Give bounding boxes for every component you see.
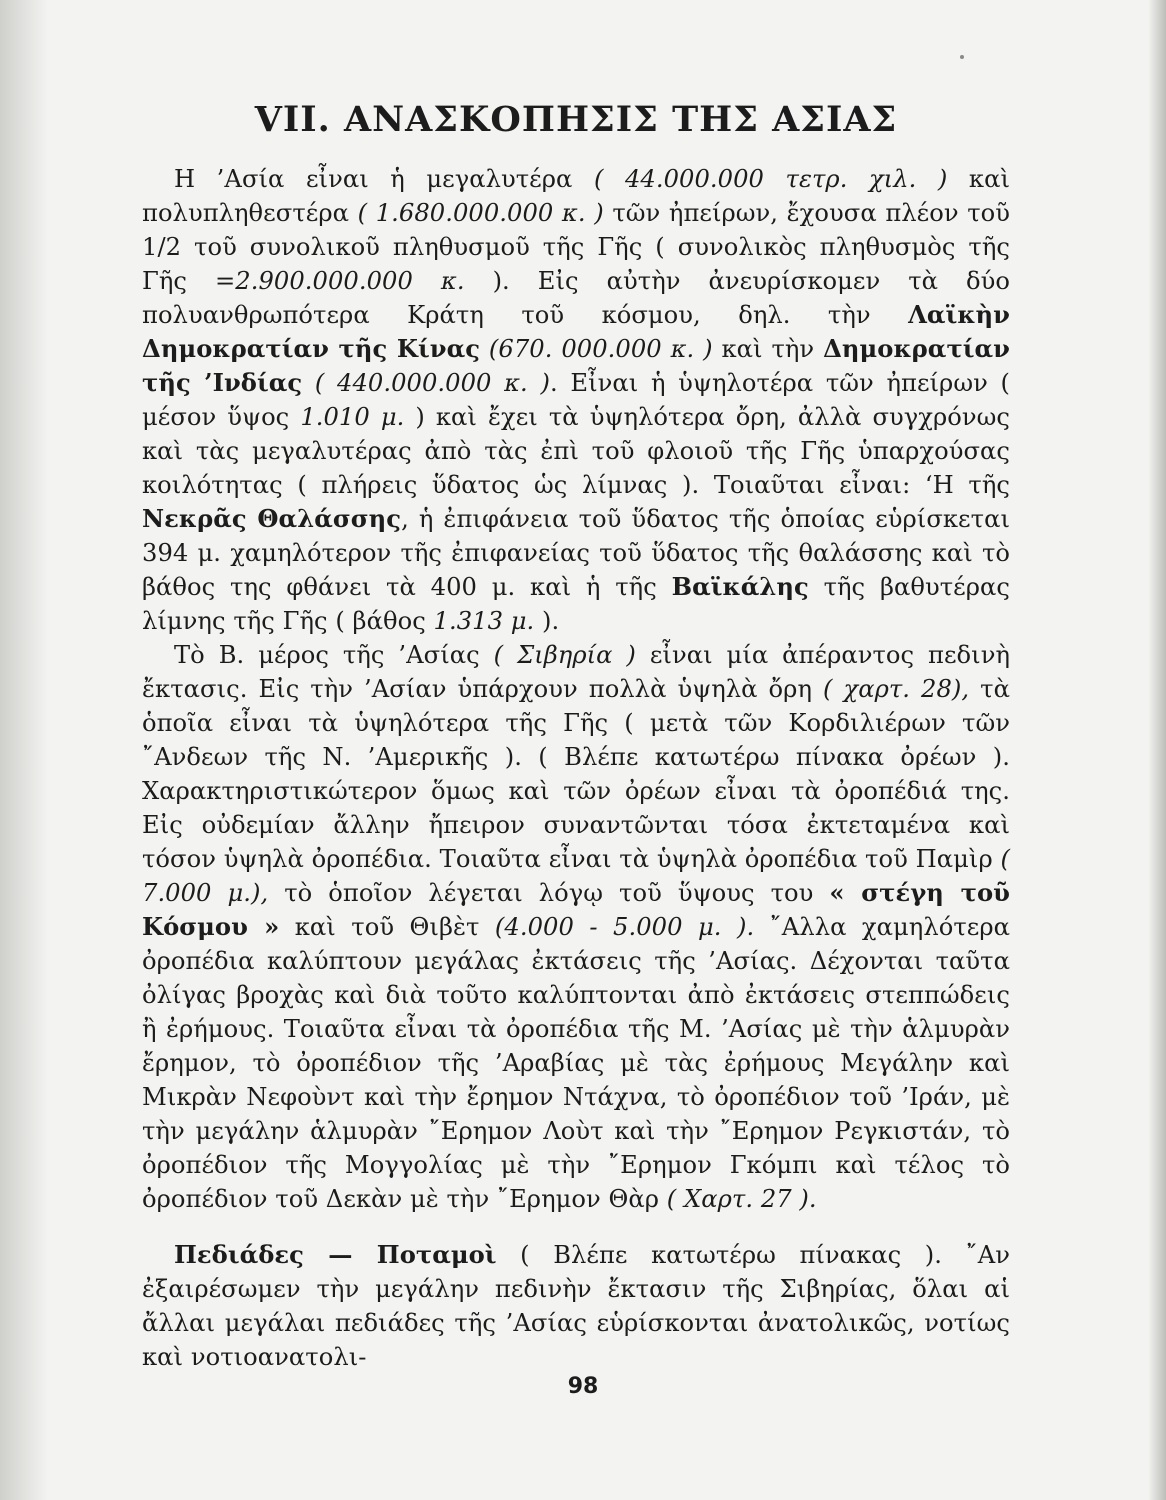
text-run: τὸ ὁποῖον λέγεται λόγῳ τοῦ ὕψους του <box>268 879 830 907</box>
text-run: Πεδιάδες — Ποταμοὶ <box>174 1240 497 1269</box>
text-run: 1.313 μ. <box>433 607 535 635</box>
text-run: 1.010 μ. <box>300 403 405 431</box>
text-run: Βαϊκάλης <box>671 572 809 601</box>
text-run <box>480 335 489 363</box>
text-run: ( Χαρτ. 27 ). <box>666 1185 817 1213</box>
text-run: ( 7.000 μ.), <box>142 845 1010 907</box>
text-run: εἶναι μία ἀπέραντος πεδινὴ ἔκτασις. Εἰς τὴν ’Ασίαν ὑπάρχουν πολλὰ ὑψηλὰ ὄρη <box>142 641 1010 703</box>
text-run: τῆς βαθυτέρας λίμνης τῆς Γῆς ( βάθος <box>142 573 1010 635</box>
text-run: Η ’Ασία εἶναι ἡ μεγαλυτέρα <box>174 165 594 193</box>
text-run: =2.900.000.000 κ. <box>214 267 465 295</box>
text-run: « στέγη τοῦ Κόσμου » <box>142 878 1010 941</box>
text-run: ) καὶ ἔχει τὰ ὑψηλότερα ὄρη, ἀλλὰ συγχρόνως καὶ τὰς μεγαλυτέρας ἀπὸ τὰς ἐπὶ τοῦ φλοιοῦ τῆς Γῆς ὑπαρχούσας κοιλότητας ( πλήρεις ὕδατος ὡς λίμνας ). Τοιαῦται εἶναι: ‘Η τῆς <box>142 403 1010 499</box>
text-run: ( Βλέπε κατωτέρω πίνακας ). ῎Αν ἐξαιρέσωμεν τὴν μεγάλην πεδινὴν ἔκτασιν τῆς Σιβηρίας, ὅλαι αἱ ἄλλαι μεγάλαι πεδιάδες τῆς ’Ασίας εὑρίσκονται ἀνατολικῶς, νοτίως καὶ νοτιοανατολι- <box>142 1241 1010 1371</box>
page-number: 98 <box>567 1374 599 1399</box>
text-run <box>302 369 315 397</box>
text-run: ). Εἰς αὐτὴν ἀνευρίσκομεν τὰ δύο πολυανθρωπότερα Κράτη τοῦ κόσμου, δηλ. τὴν <box>142 267 1011 329</box>
text-run: καὶ πολυπληθεστέρα <box>142 165 1011 227</box>
text-run: καὶ τοῦ Θιβὲτ <box>279 913 495 941</box>
text-run: Νεκρᾶς Θαλάσσης <box>142 504 402 533</box>
text-run: τὰ ὁποῖα εἶναι τὰ ὑψηλότερα τῆς Γῆς ( μετὰ τῶν Κορδιλιέρων τῶν ῎Ανδεων τῆς Ν. ’Αμερικῆς ). ( Βλέπε κατωτέρω πίνακα ὀρέων ). Χαρακτηριστικώτερον ὅμως καὶ τῶν ὀρέων εἶναι τὰ ὀροπέδιά της. Εἰς οὐδεμίαν ἄλλην ἤπειρον συναντῶνται τόσα ἐκτεταμένα καὶ τόσον ὑψηλὰ ὀροπέδια. Τοιαῦτα εἶναι τὰ ὑψηλὰ ὀροπέδια τοῦ Παμὶρ <box>142 675 1010 873</box>
text-run: ῎Αλλα χαμηλότερα ὀροπέδια καλύπτουν μεγάλας ἐκτάσεις τῆς ’Ασίας. Δέχονται ταῦτα ὀλίγας βροχὰς καὶ διὰ τοῦτο καλύπτονται ἀπὸ ἐκτάσεις στεππώδεις ἢ ἐρήμους. Τοιαῦτα εἶναι τὰ ὀροπέδια τῆς Μ. ’Ασίας μὲ τὴν ἁλμυρὰν ἔρημον, τὸ ὀροπέδιον τῆς ’Αραβίας μὲ τὰς ἐρήμους Μεγάλην καὶ Μικρὰν Νεφοὺντ καὶ τὴν ἔρημον Ντάχνα, τὸ ὀροπέδιον τοῦ ’Ιράν, μὲ τὴν μεγάλην ἁλμυρὰν ῎Ερημον Λοὺτ καὶ τὴν ῎Ερημον Ρεγκιστάν, τὸ ὀροπέδιον τῆς Μογγολίας μὲ τὴν ῎Ερημον Γκόμπι καὶ τέλος τὸ ὀροπέδιον τοῦ Δεκὰν μὲ τὴν ῎Ερημον Θὰρ <box>142 913 1010 1213</box>
text-run: (4.000 - 5.000 μ. ). <box>494 913 755 941</box>
chapter-title: VII. ΑΝΑΣΚΟΠΗΣΙΣ ΤΗΣ ΑΣΙΑΣ <box>254 99 898 140</box>
text-run: τῶν ἠπείρων, ἔχουσα πλέον τοῦ 1/2 τοῦ συνολικοῦ πληθυσμοῦ τῆς Γῆς ( συνολικὸς πληθυσμὸς τῆς Γῆς <box>142 199 1011 295</box>
paragraph-1 <box>142 162 1010 638</box>
text-run: ( Σιβηρία ) <box>493 641 636 669</box>
text-run: , ἡ ἐπιφάνεια τοῦ ὕδατος τῆς ὁποίας εὑρίσκεται 394 μ. χαμηλότερον τῆς ἐπιφανείας τοῦ ὕδατος τῆς θαλάσσης καὶ τὸ βάθος της φθάνει τὰ 400 μ. καὶ ἡ τῆς <box>142 505 1010 601</box>
page-left-edge <box>0 0 48 1500</box>
text-run: Τὸ Β. μέρος τῆς ’Ασίας <box>174 641 494 669</box>
text-run: ( 1.680.000.000 κ. ) <box>357 199 604 227</box>
text-run: ( χαρτ. 28), <box>823 675 970 703</box>
text-run: (670. 000.000 κ. ) <box>488 335 713 363</box>
print-speck <box>960 55 964 59</box>
text-run: . Εἶναι ἡ ὑψηλοτέρα τῶν ἠπείρων ( μέσον ὕψος <box>142 369 1011 431</box>
text-run: Δημοκρατίαν τῆς ’Ινδίας <box>142 334 1011 397</box>
text-run: ). <box>534 607 560 635</box>
text-run: ( 440.000.000 κ. ) <box>314 369 550 397</box>
paragraph-3 <box>142 1238 1010 1374</box>
page-right-edge <box>1148 0 1166 1500</box>
text-run: Λαϊκὴν Δημοκρατίαν τῆς Κίνας <box>142 300 1010 363</box>
paragraph-2 <box>142 638 1010 1216</box>
text-run: καὶ τὴν <box>712 335 824 363</box>
text-run: ( 44.000.000 τετρ. χιλ. ) <box>593 165 948 193</box>
text-block <box>142 98 1010 1374</box>
